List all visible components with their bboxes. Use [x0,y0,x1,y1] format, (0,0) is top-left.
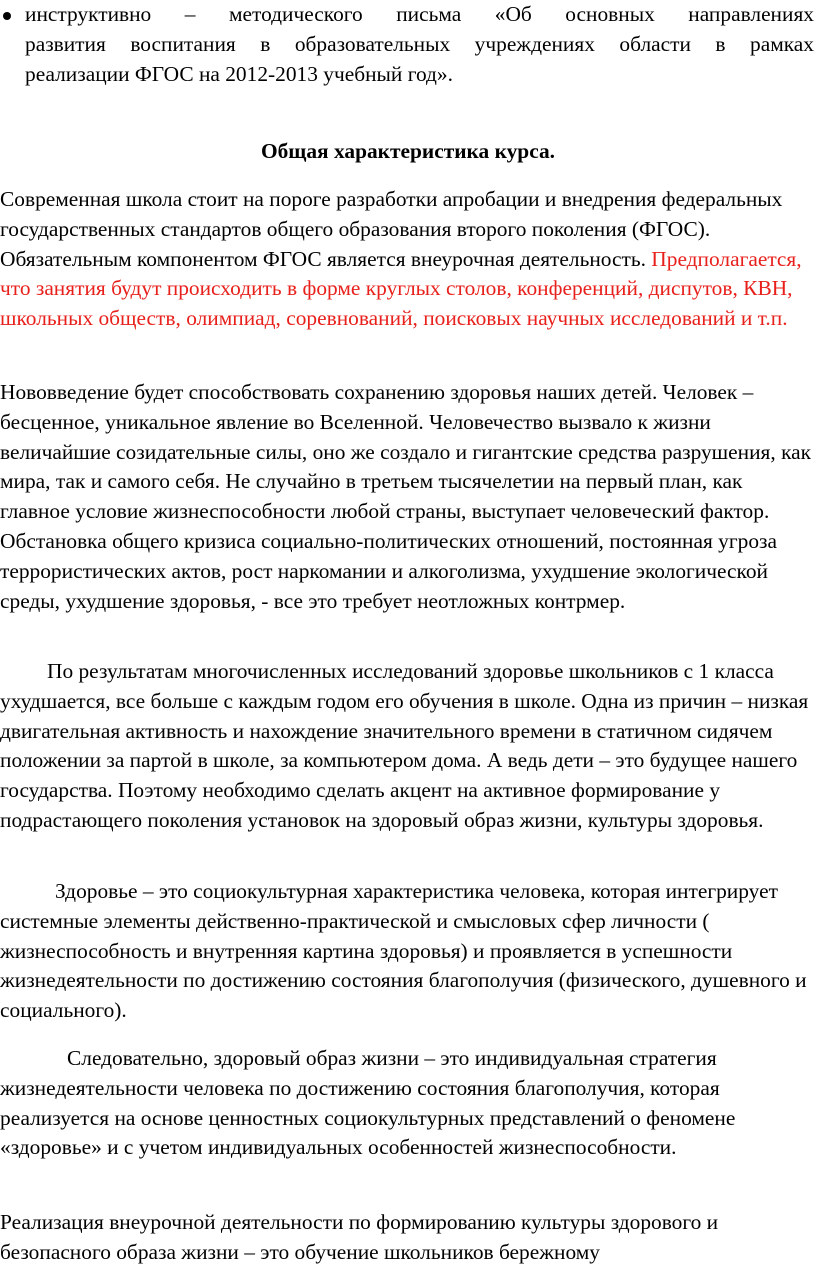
paragraph-health-definition [0,877,814,1026]
paragraph-research [0,657,814,836]
bullet-line: инструктивно – методического письма «Об основных направлениях [25,2,814,26]
bullet-line: реализации ФГОС на 2012-2013 учебный год». [25,61,453,86]
highlighted-text: Предполагается, что занятия будут происходить в форме круглых столов, конференций, диспутов, КВН, школьных обществ, олимпиад, соревнований, поисковых научных исследований и т.п. [0,246,802,331]
paragraph-implementation: Реализация внеурочной деятельности по формированию культуры здорового и безопасного образа жизни – это обучение школьников бережному [0,1210,719,1264]
paragraph-intro [0,185,814,334]
bullet-line: развития воспитания в образовательных учреждениях области в рамках [25,31,814,56]
paragraph-lifestyle [0,1044,814,1163]
bullet-icon [3,12,11,20]
paragraph-text: По результатам многочисленных исследований здоровье школьников с 1 класса ухудшается, все больше с каждым годом его обучения в школе. Одна из причин – низкая двигательная активность и нахождение значительного времени в статичном сидячем положении за партой в школе, за компьютером дома. А ведь дети – это будущее нашего государства. Поэтому необходимо сделать акцент на активное формирование у подрастающего поколения установок на здоровый образ жизни, культуры здоровья. [0,659,809,832]
paragraph-text: Следовательно, здоровый образ жизни – это индивидуальная стратегия жизнедеятельности человека по достижению состояния благополучия, которая реализуется на основе ценностных социокультурных представлений о феномене «здоровье» и с учетом индивидуальных особенностей жизнеспособности. [0,1046,736,1160]
bullet-list-item [0,0,816,89]
paragraph-innovation: Нововведение будет способствовать сохранению здоровья наших детей. Человек – бесценное, уникальное явление во Вселенной. Человечество вызвало к жизни величайшие созидательные силы, оно же создало и гигантские средства разрушения, как мира, так и самого себя. Не случайно в третьем тысячелетии на первый план, как главное условие жизнеспособности любой страны, выступает человеческий фактор. Обстановка общего кризиса социально-политических отношений, постоянная угроза террористических актов, рост наркомании и алкоголизма, ухудшение экологической среды, ухудшение здоровья, - все это требует неотложных контрмер. [0,380,812,613]
paragraph-text: Здоровье – это социокультурная характеристика человека, которая интегрирует системные элементы действенно-практической и смысловых сфер личности ( жизнеспособность и внутренняя картина здоровья) и проявляется в успешности жизнедеятельности по достижению состояния благополучия (физического, душевного и социального). [0,879,807,1023]
bullet-item-text [25,0,814,89]
paragraph-text: Современная школа стоит на пороге разработки апробации и внедрения федеральных государственных стандартов общего образования второго поколения (ФГОС). Обязательным компонентом ФГОС является внеурочная деятельность. [0,187,783,271]
section-heading: Общая характеристика курса. [260,139,556,163]
